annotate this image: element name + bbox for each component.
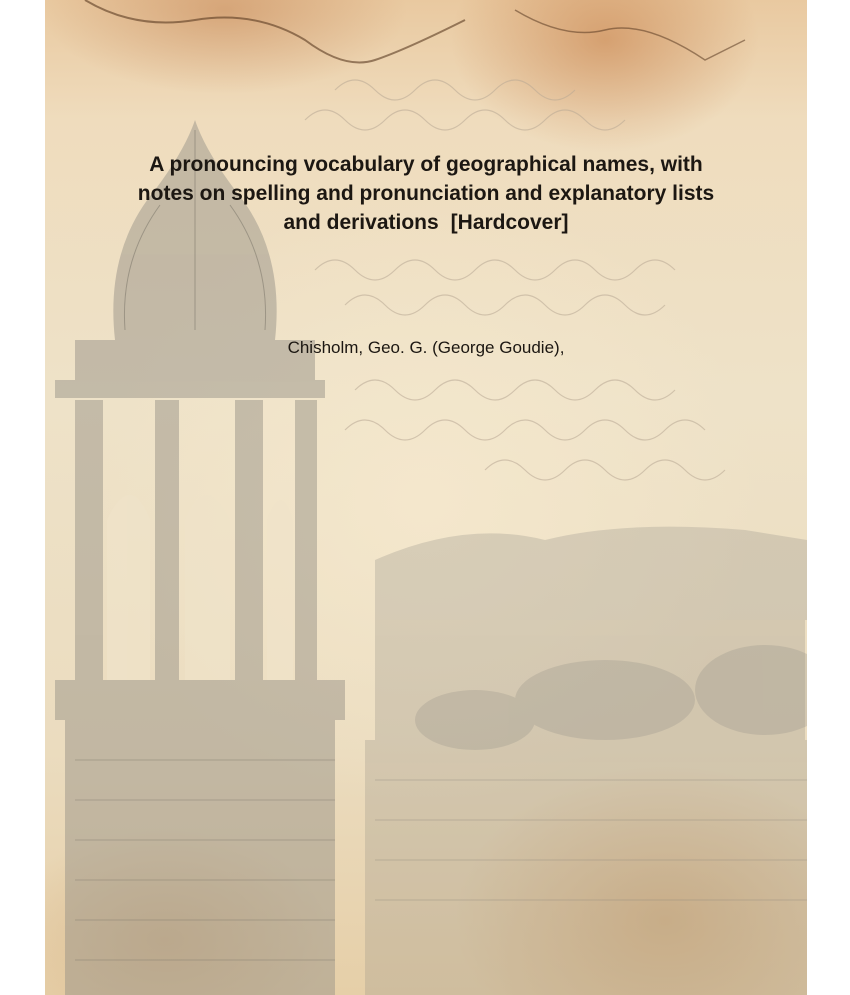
book-title xyxy=(126,150,726,237)
book-author: Chisholm, Geo. G. (George Goudie), xyxy=(287,338,565,357)
binding-label: [Hardcover] xyxy=(450,211,569,234)
book-title-text: A pronouncing vocabulary of geographical names, with notes on spelling and pronunciation and explanatory lists and derivations xyxy=(137,153,715,234)
book-title-block xyxy=(45,150,807,237)
book-cover xyxy=(45,0,807,995)
